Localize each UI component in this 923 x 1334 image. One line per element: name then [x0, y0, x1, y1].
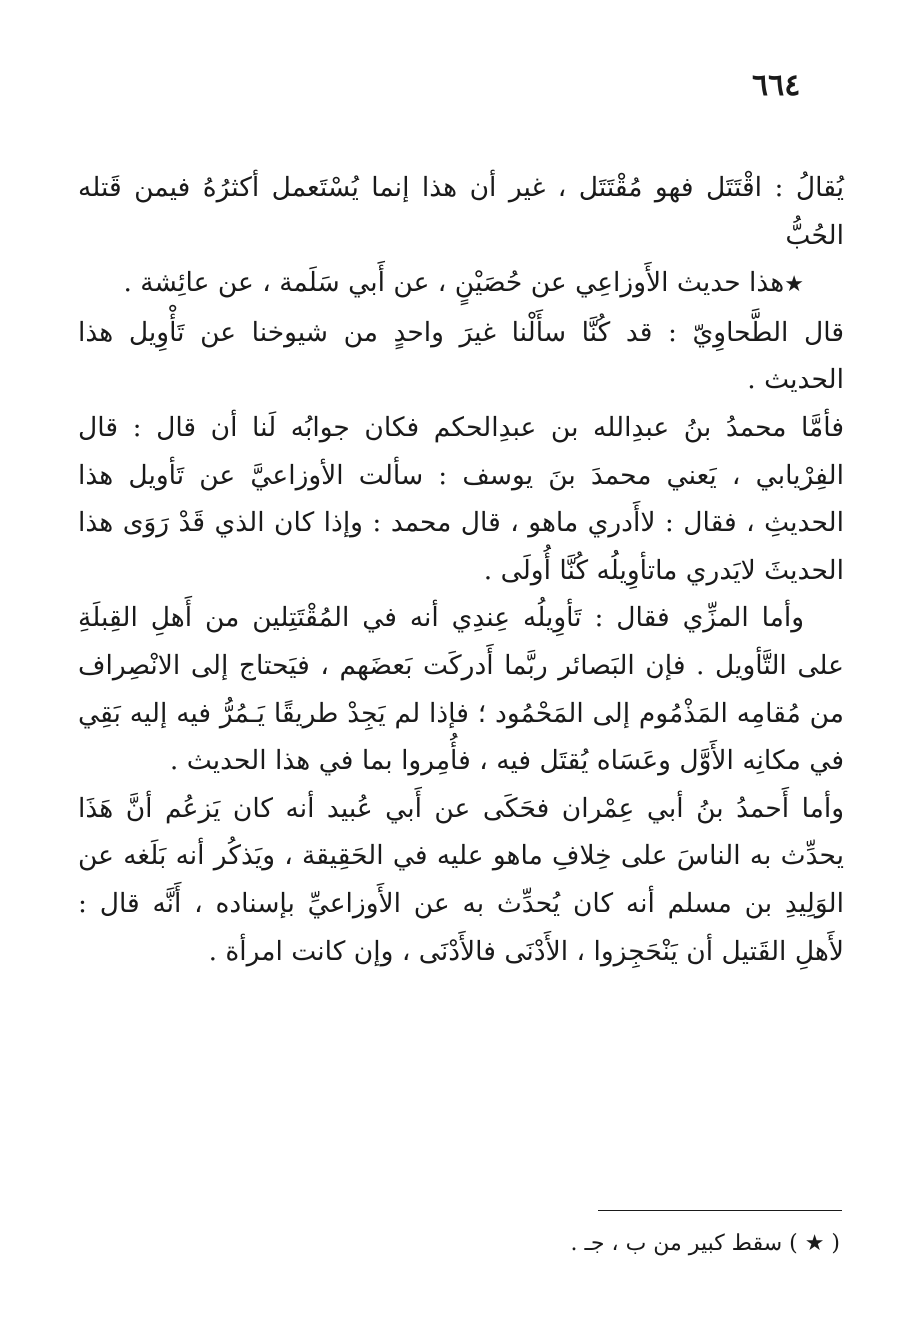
paragraph-1: يُقالُ : اقْتَتَل فهو مُقْتَتَل ، غير أن هذا إنما يُسْتَعمل أكثرُهُ فيمن قَتله الحُبُّ [78, 172, 844, 251]
paragraph-2-text: هذا حديث الأَوزاعِي عن حُصَيْنٍ ، عن أَبي سَلَمة ، عن عائِشة . [123, 267, 785, 299]
paragraph-4: فأمَّا محمدُ بنُ عبدِالله بن عبدِالحكم فكان جوابُه لَنا أن قال : قال الفِرْيابي ، يَعني محمدَ بنَ يوسف : سألت الأوزاعيَّ عن تَأويل هذا الحديثِ ، فقال : لاأَدري ماهو ، قال محمد : وإذا كان الذي قَدْ رَوَى هذا الحديثَ لايَدري ماتأوِيلُه كُنَّا أُولَى . [78, 411, 844, 586]
paragraph-6: وأما أَحمدُ بنُ أبي عِمْران فحَكَى عن أَبي عُبيد أنه كان يَزعُم أنَّ هَذَا يحدِّث به الناسَ على خِلافِ ماهو عليه في الحَقِيقة ، ويَذكُر أنه بَلَغه عن الوَلِيدِ بن مسلم أنه كان يُحدِّث به عن الأَوزاعيِّ بإسناده ، أَنَّه قال : لأَهلِ القَتيل أن يَنْحَجِزوا ، الأَدْنَى فالأَدْنَى ، وإن كانت امرأة . [78, 792, 844, 967]
footnote: ( ★ ) سقط كبير من ب ، جـ . [570, 1231, 840, 1256]
paragraph-5: وأما المزِّي فقال : تَأوِيلُه عِندِي أنه في المُقْتَتِلين من أَهلِ القِبلَةِ على التَّأويل . فإن البَصائر ربَّما أَدركَت بَعضَهم ، فيَحتاج إلى الانْصِراف من مُقامِه المَذْمُوم إلى المَحْمُود ؛ فإذا لم يَجِدْ طريقًا يَـمُرُّ فيه إليه بَقِي في مكانِه الأَوَّل وعَسَاه يُقتَل فيه ، فأُمِروا بما في هذا الحديث . [78, 602, 844, 777]
paragraph-3: قال الطَّحاوِيّ : قد كُنَّا سأَلْنا غيرَ واحدٍ من شيوخنا عن تَأْوِيل هذا الحديث . [78, 316, 844, 396]
page-number: ٦٦٤ [752, 68, 801, 103]
footnote-divider [598, 1210, 842, 1211]
main-text [78, 164, 844, 975]
paragraph-2 [78, 259, 844, 309]
star-icon: ★ [784, 272, 804, 298]
